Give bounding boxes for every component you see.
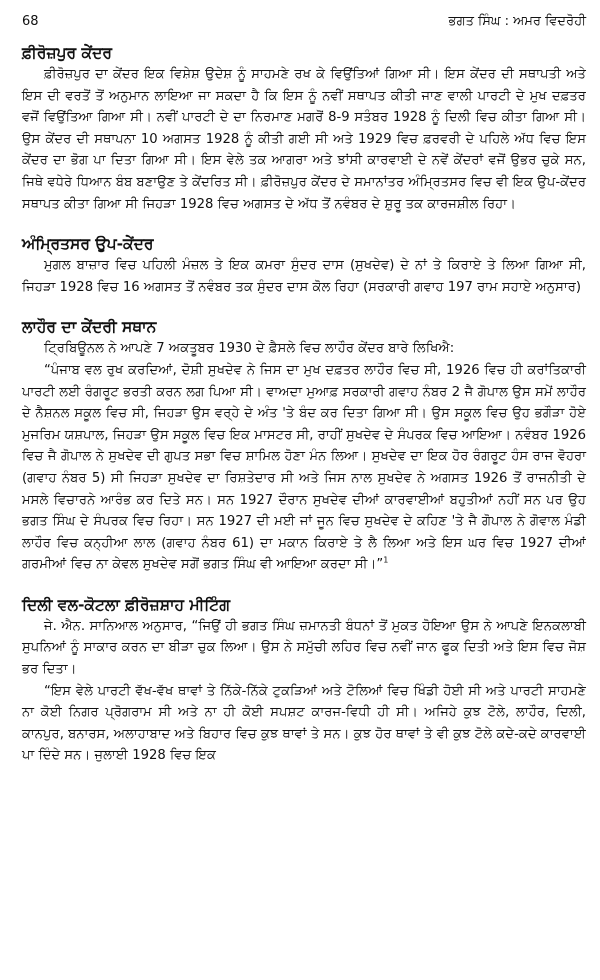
page-header <box>22 14 586 34</box>
paragraph: ਜੇ. ਐਨ. ਸਾਨਿਆਲ ਅਨੁਸਾਰ, “ਜਿਉਂ ਹੀ ਭਗਤ ਸਿੰਘ ਜ਼ਮਾਨਤੀ ਬੰਧਨਾਂ ਤੋਂ ਮੁਕਤ ਹੋਇਆ ਉਸ ਨੇ ਆਪਣੇ ਇਨਕਲਾਬੀ ਸੁਪਨਿਆਂ ਨੂੰ ਸਾਕਾਰ ਕਰਨ ਦਾ ਬੀੜਾ ਚੁਕ ਲਿਆ। ਉਸ ਨੇ ਸਮੁੱਚੀ ਲਹਿਰ ਵਿਚ ਨਵੀਂ ਜਾਨ ਫੂਕ ਦਿਤੀ ਅਤੇ ਇਸ ਵਿਚ ਜੋਸ਼ ਭਰ ਦਿਤਾ। <box>22 618 586 678</box>
section-ferozepur <box>22 42 586 215</box>
section-heading: ਅੰਮ੍ਰਿਤਸਰ ਉਪ-ਕੇਂਦਰ <box>22 235 154 254</box>
page-number: 68 <box>22 14 39 29</box>
page-content <box>22 42 586 785</box>
paragraph: ਟ੍ਰਿਬਿਊਨਲ ਨੇ ਆਪਣੇ 7 ਅਕਤੂਬਰ 1930 ਦੇ ਫ਼ੈਸਲੇ ਵਿਚ ਲਾਹੌਰ ਕੇਂਦਰ ਬਾਰੇ ਲਿਖਿਐ: <box>44 341 455 357</box>
section-lahore <box>22 316 586 576</box>
paragraph: ਫ਼ੀਰੋਜ਼ਪੁਰ ਦਾ ਕੇਂਦਰ ਇਕ ਵਿਸ਼ੇਸ਼ ਉਦੇਸ਼ ਨੂੰ ਸਾਹਮਣੇ ਰਖ ਕੇ ਵਿਉਂਤਿਆਂ ਗਿਆ ਸੀ। ਇਸ ਕੇਂਦਰ ਦੀ ਸਥਾਪਤੀ ਅਤੇ ਇਸ ਦੀ ਵਰਤੋਂ ਤੋਂ ਅਨੁਮਾਨ ਲਾਇਆ ਜਾ ਸਕਦਾ ਹੈ ਕਿ ਇਸ ਨੂੰ ਨਵੀਂ ਸਥਾਪਤ ਕੀਤੀ ਜਾਣ ਵਾਲੀ ਪਾਰਟੀ ਦੇ ਮੁਖ ਦਫ਼ਤਰ ਵਜੋਂ ਵਿਉਂਤਿਆ ਗਿਆ ਸੀ। ਨਵੀਂ ਪਾਰਟੀ ਦੇ ਦਾ ਨਿਰਮਾਣ ਮਗਰੋਂ 8-9 ਸਤੰਬਰ 1928 ਨੂੰ ਦਿਲੀ ਵਿਚ ਕੀਤਾ ਗਿਆ ਸੀ। ਉਸ ਕੇਂਦਰ ਦੀ ਸਥਾਪਨਾ 10 ਅਗਸਤ 1928 ਨੂੰ ਕੀਤੀ ਗਈ ਸੀ ਅਤੇ 1929 ਵਿਚ ਫ਼ਰਵਰੀ ਦੇ ਪਹਿਲੇ ਅੱਧ ਵਿਚ ਇਸ ਕੇਂਦਰ ਦਾ ਭੋਗ ਪਾ ਦਿਤਾ ਗਿਆ ਸੀ। ਇਸ ਵੇਲੇ ਤਕ ਆਗਰਾ ਅਤੇ ਝਾਂਸੀ ਕਾਰਵਾਈ ਦੇ ਨਵੇਂ ਕੇਂਦਰਾਂ ਵਜੋਂ ਉਭਰ ਚੁਕੇ ਸਨ, ਜਿਥੇ ਵਧੇਰੇ ਧਿਆਨ ਬੰਬ ਬਣਾਉਣ ਤੇ ਕੇਂਦਰਿਤ ਸੀ। ਫ਼ੀਰੋਜ਼ਪੁਰ ਕੇਂਦਰ ਦੇ ਸਮਾਨਾਂਤਰ ਅੰਮ੍ਰਿਤਸਰ ਵਿਚ ਵੀ ਇਕ ਉਪ-ਕੇਂਦਰ ਸਥਾਪਤ ਕੀਤਾ ਗਿਆ ਸੀ ਜਿਹੜਾ 1928 ਵਿਚ ਅਗਸਤ ਦੇ ਅੱਧ ਤੋਂ ਨਵੰਬਰ ਦੇ ਸ਼ੁਰੂ ਤਕ ਕਾਰਜਸ਼ੀਲ ਰਿਹਾ। <box>22 67 586 212</box>
paragraph: ਮੁਗਲ ਬਾਜ਼ਾਰ ਵਿਚ ਪਹਿਲੀ ਮੰਜ਼ਲ ਤੇ ਇਕ ਕਮਰਾ ਸੁੰਦਰ ਦਾਸ (ਸੁਖਦੇਵ) ਦੇ ਨਾਂ ਤੇ ਕਿਰਾਏ ਤੇ ਲਿਆ ਗਿਆ ਸੀ, ਜਿਹੜਾ 1928 ਵਿਚ 16 ਅਗਸਤ ਤੋਂ ਨਵੰਬਰ ਤਕ ਸੁੰਦਰ ਦਾਸ ਕੋਲ ਰਿਹਾ (ਸਰਕਾਰੀ ਗਵਾਹ 197 ਰਾਮ ਸਹਾਏ ਅਨੁਸਾਰ) <box>22 258 586 295</box>
section-amritsar <box>22 233 586 298</box>
section-heading: ਫ਼ੀਰੋਜ਼ਪੁਰ ਕੇਂਦਰ <box>22 44 112 62</box>
section-heading: ਦਿਲੀ ਵਲ-ਕੋਟਲਾ ਫ਼ੀਰੋਜ਼ਸ਼ਾਹ ਮੀਟਿੰਗ <box>22 595 231 614</box>
quote-paragraph <box>22 360 586 576</box>
section-heading: ਲਾਹੌਰ ਦਾ ਕੇਂਦਰੀ ਸਥਾਨ <box>22 318 157 337</box>
paragraph: “ਇਸ ਵੇਲੇ ਪਾਰਟੀ ਵੱਖ-ਵੱਖ ਥਾਵਾਂ ਤੇ ਨਿੱਕੇ-ਨਿੱਕੇ ਟੁਕੜਿਆਂ ਅਤੇ ਟੋਲਿਆਂ ਵਿਚ ਖਿੰਡੀ ਹੋਈ ਸੀ ਅਤੇ ਪਾਰਟੀ ਸਾਹਮਣੇ ਨਾ ਕੋਈ ਨਿਗਰ ਪ੍ਰੋਗਰਾਮ ਸੀ ਅਤੇ ਨਾ ਹੀ ਕੋਈ ਸਪਸ਼ਟ ਕਾਰਜ-ਵਿਧੀ ਹੀ ਸੀ। ਅਜਿਹੇ ਕੁਝ ਟੋਲੇ, ਲਾਹੌਰ, ਦਿਲੀ, ਕਾਨਪੁਰ, ਬਨਾਰਸ, ਅਲਾਹਾਬਾਦ ਅਤੇ ਬਿਹਾਰ ਵਿਚ ਕੁਝ ਥਾਵਾਂ ਤੇ ਸਨ। ਕੁਝ ਹੋਰ ਥਾਵਾਂ ਤੇ ਵੀ ਕੁਝ ਟੋਲੇ ਕਦੇ-ਕਦੇ ਕਾਰਵਾਈ ਪਾ ਦਿੰਦੇ ਸਨ। ਜੁਲਾਈ 1928 ਵਿਚ ਇਕ <box>22 683 586 764</box>
running-title: ਭਗਤ ਸਿੰਘ : ਅਮਰ ਵਿਦਰੋਹੀ <box>448 14 586 29</box>
footnote-marker: 1 <box>383 555 389 565</box>
quote-text: “ਪੰਜਾਬ ਵਲ ਰੁਖ ਕਰਦਿਆਂ, ਦੋਸ਼ੀ ਸੁਖਦੇਵ ਨੇ ਜਿਸ ਦਾ ਮੁਖ ਦਫ਼ਤਰ ਲਾਹੌਰ ਵਿਚ ਸੀ, 1926 ਵਿਚ ਹੀ ਕਰਾਂਤਿਕਾਰੀ ਪਾਰਟੀ ਲਈ ਰੰਗਰੂਟ ਭਰਤੀ ਕਰਨ ਲਗ ਪਿਆ ਸੀ। ਵਾਅਦਾ ਮੁਆਫ਼ ਸਰਕਾਰੀ ਗਵਾਹ ਨੰਬਰ 2 ਜੈ ਗੋਪਾਲ ਉਸ ਸਮੇਂ ਲਾਹੌਰ ਦੇ ਨੈਸ਼ਨਲ ਸਕੂਲ ਵਿਚ ਸੀ, ਜਿਹੜਾ ਉਸ ਵਰ੍ਹੇ ਦੇ ਅੰਤ 'ਤੇ ਬੰਦ ਕਰ ਦਿਤਾ ਗਿਆ ਸੀ। ਉਸ ਸਕੂਲ ਵਿਚ ਉਹ ਭਗੌੜਾ ਹੋਏ ਮੁਜਰਿਮ ਯਸ਼ਪਾਲ, ਜਿਹੜਾ ਉਸ ਸਕੂਲ ਵਿਚ ਇਕ ਮਾਸਟਰ ਸੀ, ਰਾਹੀਂ ਸੁਖਦੇਵ ਦੇ ਸੰਪਰਕ ਵਿਚ ਆਇਆ। ਨਵੰਬਰ 1926 ਵਿਚ ਜੈ ਗੋਪਾਲ ਨੇ ਸੁਖਦੇਵ ਦੀ ਗੁਪਤ ਸਭਾ ਵਿਚ ਸ਼ਾਮਿਲ ਹੋਣਾ ਮੰਨ ਲਿਆ। ਸੁਖਦੇਵ ਦਾ ਇਕ ਹੋਰ ਰੰਗਰੂਟ ਹੰਸ ਰਾਜ ਵੋਹਰਾ (ਗਵਾਹ ਨੰਬਰ 5) ਸੀ ਜਿਹੜਾ ਸੁਖਦੇਵ ਦਾ ਰਿਸ਼ਤੇਦਾਰ ਸੀ ਅਤੇ ਜਿਸ ਨਾਲ ਸੁਖਦੇਵ ਨੇ ਅਗਸਤ 1926 ਤੋਂ ਰਾਜਨੀਤੀ ਦੇ ਮਸਲੇ ਵਿਚਾਰਨੇ ਆਰੰਭ ਕਰ ਦਿਤੇ ਸਨ। ਸਨ 1927 ਦੌਰਾਨ ਸੁਖਦੇਵ ਦੀਆਂ ਕਾਰਵਾਈਆਂ ਬਹੁਤੀਆਂ ਨਹੀਂ ਸਨ ਪਰ ਉਹ ਭਗਤ ਸਿੰਘ ਦੇ ਸੰਪਰਕ ਵਿਚ ਰਿਹਾ। ਸਨ 1927 ਦੀ ਮਈ ਜਾਂ ਜੂਨ ਵਿਚ ਸੁਖਦੇਵ ਦੇ ਕਹਿਣ 'ਤੇ ਜੈ ਗੋਪਾਲ ਨੇ ਗੋਵਾਲ ਮੰਡੀ ਲਾਹੌਰ ਵਿਚ ਕਨ੍ਹੀਆ ਲਾਲ (ਗਵਾਹ ਨੰਬਰ 61) ਦਾ ਮਕਾਨ ਕਿਰਾਏ ਤੇ ਲੈ ਲਿਆ ਅਤੇ ਇਸ ਘਰ ਵਿਚ 1927 ਦੀਆਂ ਗਰਮੀਆਂ ਵਿਚ ਨਾ ਕੇਵਲ ਸੁਖਦੇਵ ਸਗੋਂ ਭਗਤ ਸਿੰਘ ਵੀ ਆਇਆ ਕਰਦਾ ਸੀ।” <box>22 362 586 573</box>
section-delhi <box>22 594 586 767</box>
